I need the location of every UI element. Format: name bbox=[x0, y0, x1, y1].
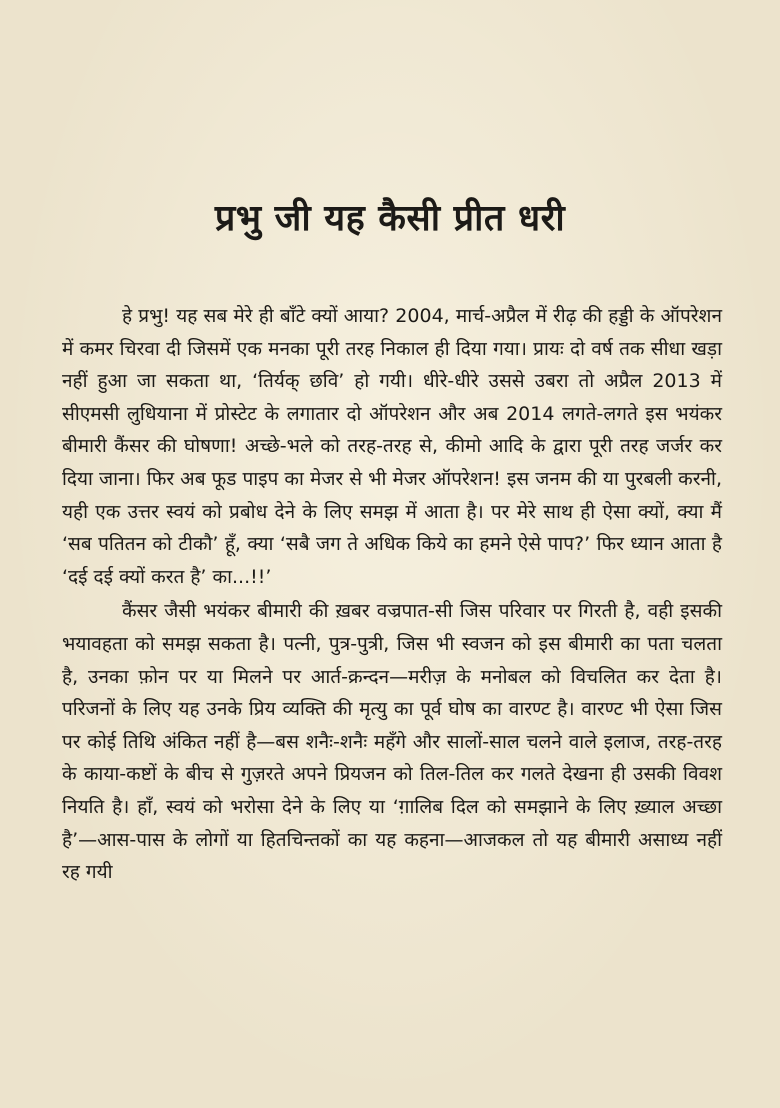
chapter-title: प्रभु जी यह कैसी प्रीत धरी bbox=[214, 198, 566, 239]
body-text bbox=[62, 300, 722, 889]
paragraph: कैंसर जैसी भयंकर बीमारी की ख़बर वज्रपात-सी जिस परिवार पर गिरती है, वही इसकी भयावहता को समझ सकता है। पत्नी, पुत्र-पुत्री, जिस भी स्वजन को इस बीमारी का पता चलता है, उनका फ़ोन पर या मिलने पर आर्त-क्रन्दन—मरीज़ के मनोबल को विचलित कर देता है। परिजनों के लिए यह उनके प्रिय व्यक्ति की मृत्यु का पूर्व घोष का वारण्ट है। वारण्ट भी ऐसा जिस पर कोई तिथि अंकित नहीं है—बस शनैः-शनैः महँगे और सालों-साल चलने वाले इलाज, तरह-तरह के काया-कष्टों के बीच से गुज़रते अपने प्रियजन को तिल-तिल कर गलते देखना ही उसकी विवश नियति है। हाँ, स्वयं को भरोसा देने के लिए या ‘ग़ालिब दिल को समझाने के लिए ख़्याल अच्छा है’—आस-पास के लोगों या हितचिन्तकों का यह कहना—आजकल तो यह बीमारी असाध्य नहीं रह गयी bbox=[62, 600, 722, 884]
paragraph: हे प्रभु! यह सब मेरे ही बाँटे क्यों आया? 2004, मार्च-अप्रैल में रीढ़ की हड्डी के ऑपरेशन में कमर चिरवा दी जिसमें एक मनका पूरी तरह निकाल ही दिया गया। प्रायः दो वर्ष तक सीधा खड़ा नहीं हुआ जा सकता था, ‘तिर्यक् छवि’ हो गयी। धीरे-धीरे उससे उबरा तो अप्रैल 2013 में सीएमसी लुधियाना में प्रोस्टेट के लगातार दो ऑपरेशन और अब 2014 लगते-लगते इस भयंकर बीमारी कैंसर की घोषणा! अच्छे-भले को तरह-तरह से, कीमो आदि के द्वारा पूरी तरह जर्जर कर दिया जाना। फिर अब फूड पाइप का मेजर से भी मेजर ऑपरेशन! इस जनम की या पुरबली करनी, यही एक उत्तर स्वयं को प्रबोध देने के लिए समझ में आता है। पर मेरे साथ ही ऐसा क्यों, क्या मैं ‘सब पतितन को टीकौ’ हूँ, क्या ‘सबै जग ते अधिक किये का हमने ऐसे पाप?’ फिर ध्यान आता है ‘दई दई क्यों करत है’ का...!!’ bbox=[62, 305, 722, 588]
